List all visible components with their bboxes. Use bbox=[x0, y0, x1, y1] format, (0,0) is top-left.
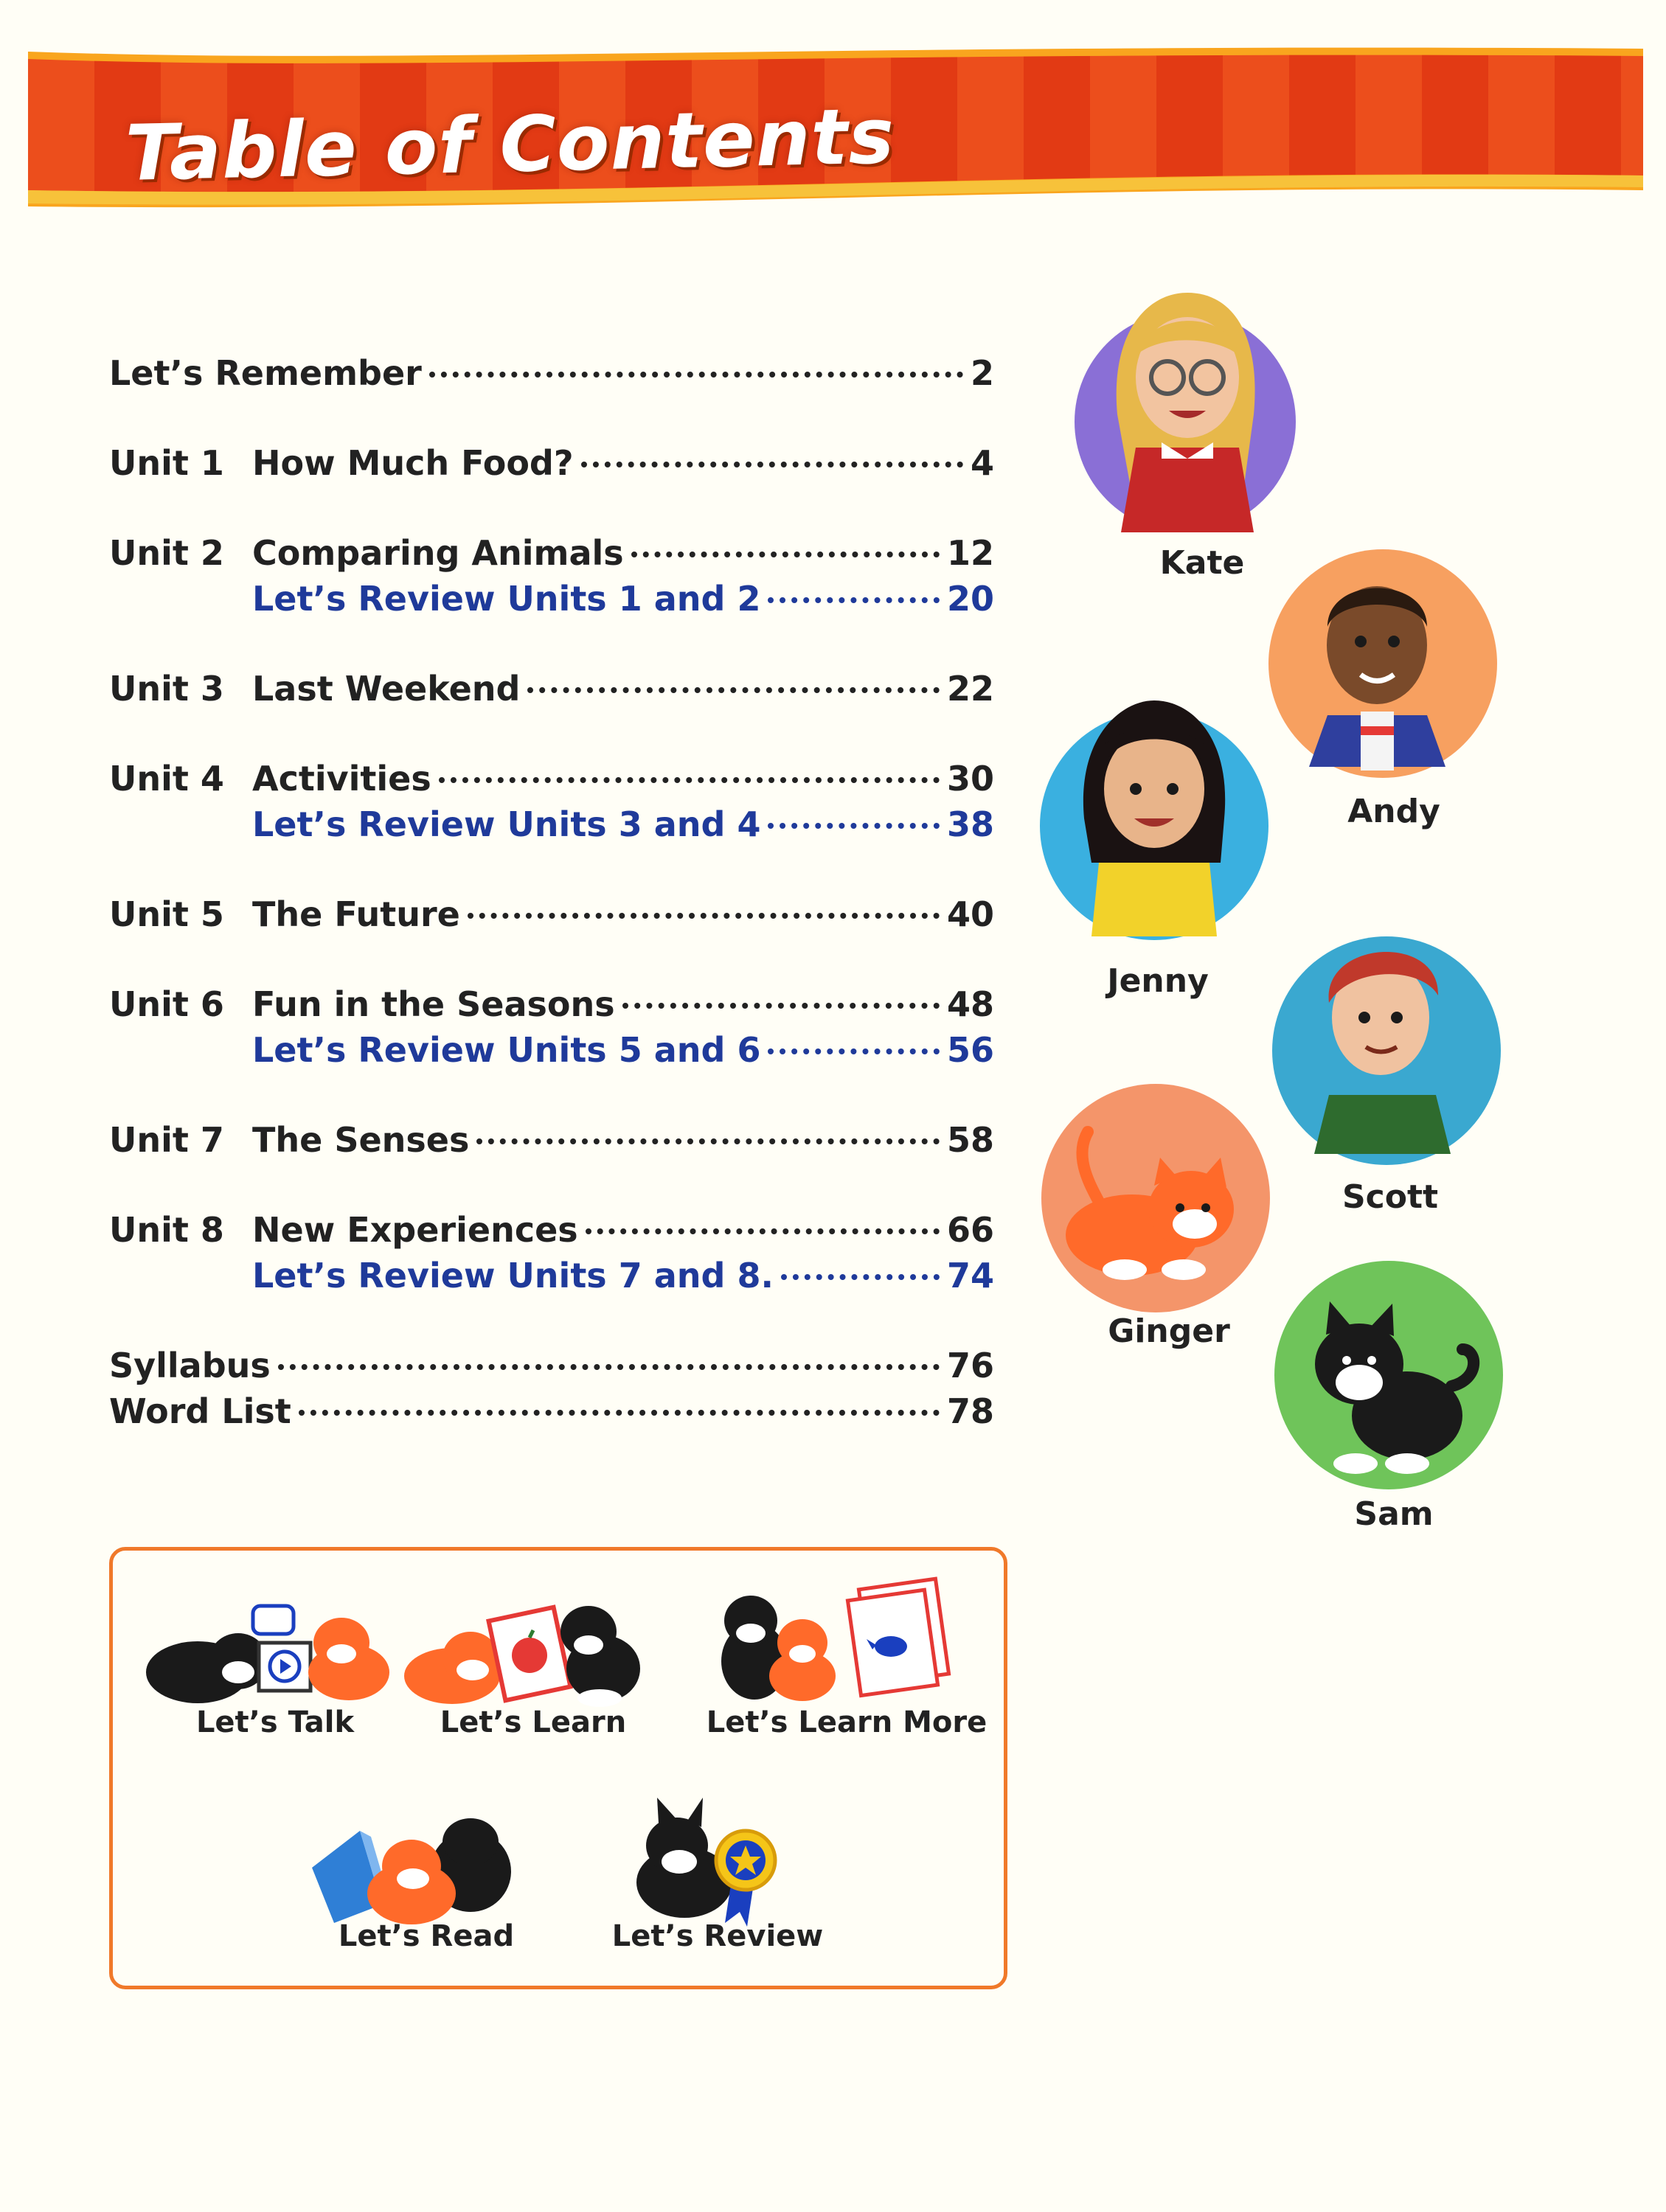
toc-row[interactable] bbox=[109, 889, 994, 939]
toc-unit: Unit 6 bbox=[109, 984, 224, 1024]
dot-leader bbox=[278, 1364, 940, 1370]
toc-page: 74 bbox=[946, 1256, 994, 1295]
toc-row-review[interactable] bbox=[109, 574, 994, 624]
dot-leader bbox=[768, 823, 940, 829]
legend-label: Let’s Talk bbox=[195, 1705, 355, 1739]
toc-title: Syllabus bbox=[109, 1346, 271, 1385]
legend-label: Let’s Read bbox=[338, 1919, 515, 1953]
dot-leader bbox=[439, 777, 940, 783]
jenny-portrait bbox=[1032, 686, 1276, 944]
toc-page: 48 bbox=[946, 984, 994, 1024]
toc-title: How Much Food? bbox=[252, 443, 574, 483]
dot-leader bbox=[768, 597, 940, 603]
toc-title: Let’s Review Units 1 and 2 bbox=[252, 579, 761, 619]
dot-leader bbox=[768, 1048, 940, 1054]
dot-leader bbox=[527, 687, 940, 693]
andy-portrait bbox=[1257, 546, 1501, 789]
dot-leader bbox=[476, 1138, 940, 1144]
ginger-portrait bbox=[1036, 1077, 1280, 1320]
dot-leader bbox=[468, 913, 940, 919]
character-name: Scott bbox=[1342, 1178, 1439, 1216]
toc-page: 58 bbox=[946, 1120, 994, 1160]
toc-title: Comparing Animals bbox=[252, 533, 624, 573]
toc-title: The Future bbox=[252, 894, 460, 934]
character-name: Jenny bbox=[1107, 962, 1209, 1000]
toc-page: 78 bbox=[946, 1391, 994, 1431]
toc-row[interactable] bbox=[109, 348, 994, 398]
section-icons-legend bbox=[109, 1547, 1007, 1989]
toc-row[interactable] bbox=[109, 1115, 994, 1165]
toc-title: Let’s Review Units 3 and 4 bbox=[252, 804, 761, 844]
toc-row-review[interactable] bbox=[109, 1025, 994, 1075]
page-title: Table of Contents bbox=[124, 91, 896, 198]
toc-title: Last Weekend bbox=[252, 669, 521, 709]
legend-label: Let’s Review bbox=[611, 1919, 824, 1953]
learn-more-icon bbox=[710, 1573, 961, 1717]
toc-page: 76 bbox=[946, 1346, 994, 1385]
toc-row[interactable] bbox=[109, 1386, 994, 1436]
character-name: Ginger bbox=[1108, 1312, 1230, 1350]
legend-label: Let’s Learn More bbox=[706, 1705, 988, 1739]
toc-title: Let’s Review Units 7 and 8. bbox=[252, 1256, 774, 1295]
toc-page: 38 bbox=[946, 804, 994, 844]
character-name: Sam bbox=[1354, 1495, 1434, 1533]
toc-page: 56 bbox=[946, 1030, 994, 1070]
dot-leader bbox=[781, 1274, 940, 1280]
toc-row[interactable] bbox=[109, 664, 994, 714]
dot-leader bbox=[586, 1228, 940, 1234]
toc-unit: Unit 5 bbox=[109, 894, 224, 934]
toc-page: 12 bbox=[946, 533, 994, 573]
learn-icon bbox=[400, 1587, 666, 1717]
toc-title: Word List bbox=[109, 1391, 291, 1431]
toc-row[interactable] bbox=[109, 979, 994, 1029]
talk-icon bbox=[128, 1591, 423, 1717]
toc-row-review[interactable] bbox=[109, 799, 994, 849]
toc-page: 40 bbox=[946, 894, 994, 934]
toc-title: Let’s Remember bbox=[109, 353, 422, 393]
toc-unit: Unit 2 bbox=[109, 533, 224, 573]
dot-leader bbox=[622, 1003, 940, 1009]
toc-page: 2 bbox=[970, 353, 994, 393]
toc-page: 4 bbox=[970, 443, 994, 483]
dot-leader bbox=[429, 372, 963, 378]
toc-title: Let’s Review Units 5 and 6 bbox=[252, 1030, 761, 1070]
toc-page: 22 bbox=[946, 669, 994, 709]
toc-unit: Unit 8 bbox=[109, 1210, 224, 1250]
toc-unit: Unit 4 bbox=[109, 759, 224, 799]
read-icon bbox=[301, 1801, 552, 1930]
scott-portrait bbox=[1263, 911, 1506, 1169]
sam-portrait bbox=[1267, 1253, 1510, 1497]
kate-portrait bbox=[1066, 274, 1309, 532]
review-icon bbox=[614, 1794, 806, 1930]
dot-leader bbox=[631, 552, 940, 557]
legend-label: Let’s Learn bbox=[440, 1705, 627, 1739]
toc-title: New Experiences bbox=[252, 1210, 578, 1250]
toc-title: Fun in the Seasons bbox=[252, 984, 615, 1024]
toc-row[interactable] bbox=[109, 528, 994, 578]
character-name: Kate bbox=[1159, 544, 1245, 582]
toc-row[interactable] bbox=[109, 1340, 994, 1391]
toc-unit: Unit 7 bbox=[109, 1120, 224, 1160]
character-name: Andy bbox=[1347, 793, 1440, 830]
dot-leader bbox=[299, 1410, 940, 1416]
toc-title: Activities bbox=[252, 759, 431, 799]
toc-unit: Unit 3 bbox=[109, 669, 224, 709]
toc-row[interactable] bbox=[109, 1205, 994, 1255]
toc-row-review[interactable] bbox=[109, 1251, 994, 1301]
toc-row[interactable] bbox=[109, 438, 994, 488]
dot-leader bbox=[581, 462, 963, 467]
toc-title: The Senses bbox=[252, 1120, 470, 1160]
toc-page: 20 bbox=[946, 579, 994, 619]
toc-row[interactable] bbox=[109, 754, 994, 804]
toc-page: 66 bbox=[946, 1210, 994, 1250]
toc-page: 30 bbox=[946, 759, 994, 799]
toc-unit: Unit 1 bbox=[109, 443, 224, 483]
